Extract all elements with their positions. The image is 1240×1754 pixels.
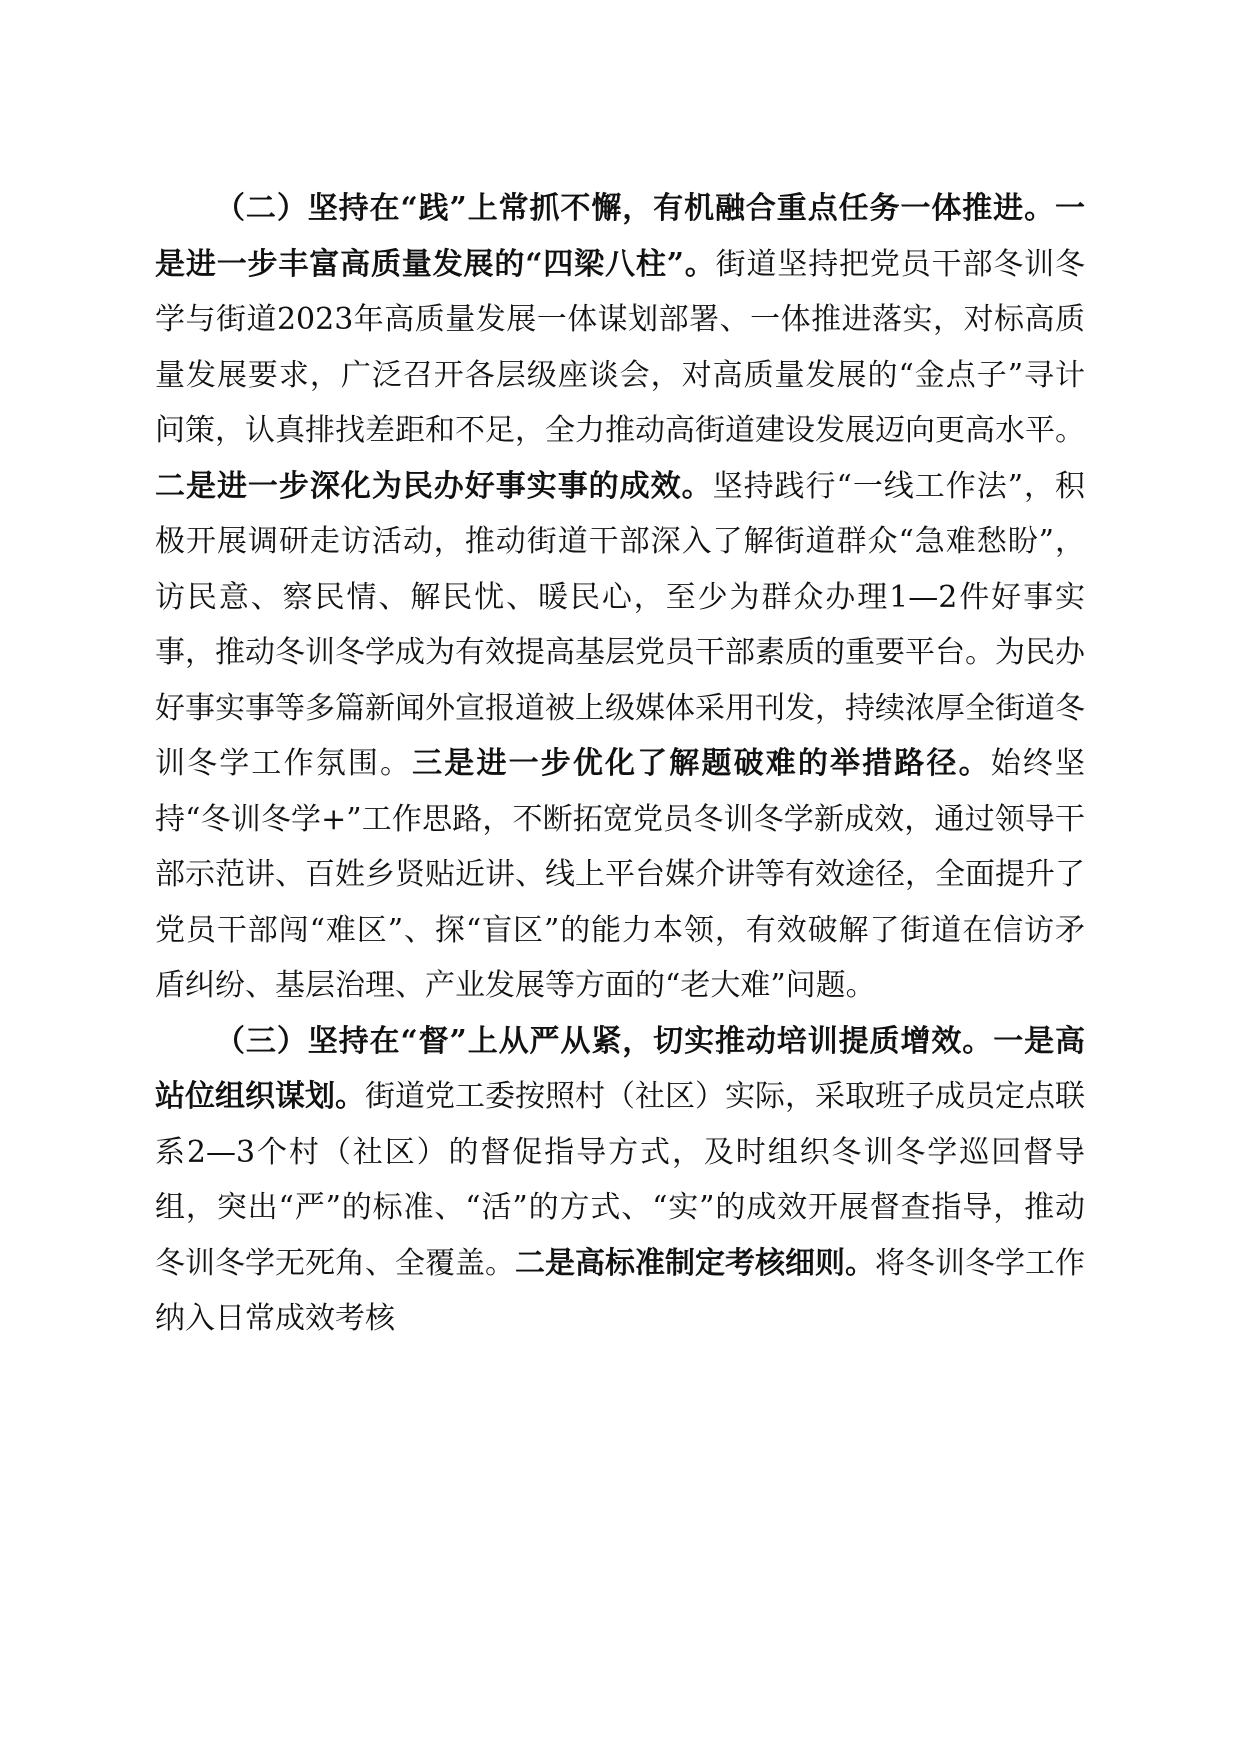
point-a-body: 街道党工委按照村（社区）实际，采取班子成员定点联系2—3个村（社区）的督促指导方式，及时组织冬训冬学巡回督导组，突出“严”的标准、“活”的方式、“实”的成效开展督查指导，推动冬训冬学无死角、全覆盖。 [155,1079,1085,1281]
point-b-heading: 二是高标准制定考核细则。 [515,1245,875,1281]
point-a-heading: 一是高站位组织谋划。 [155,1023,1086,1114]
point-2-heading: 二是进一步深化为民办好事实事的成效。 [155,468,713,504]
section-3-heading: （三）坚持在“督”上从严从紧，切实推动培训提质增效。 [215,1023,994,1059]
point-1-heading: 一是进一步丰富高质量发展的“四梁八柱”。 [155,191,1085,282]
paragraph-section-3 [155,1014,1085,1347]
point-3-heading: 三是进一步优化了解题破难的举措路径。 [412,746,991,781]
point-3-body: 始终坚持“冬训冬学+”工作思路，不断拓宽党员冬训冬学新成效，通过领导干部示范讲、百姓乡贤贴近讲、线上平台媒介讲等有效途径，全面提升了党员干部闯“难区”、探“盲区”的能力本领，有效破解了街道在信访矛盾纠纷、基层治理、产业发展等方面的“老大难”问题。 [155,746,1086,1003]
point-2-body: 坚持践行“一线工作法”，积极开展调研走访活动，推动街道干部深入了解街道群众“急难愁盼”，访民意、察民情、解民忧、暖民心，至少为群众办理1—2件好事实事，推动冬训冬学成为有效提高基层党员干部素质的重要平台。为民办好事实事等多篇新闻外宣报道被上级媒体采用刊发，持续浓厚全街道冬训冬学工作氛围。 [155,468,1085,781]
document-body [155,181,1085,1347]
point-b-body: 将冬训冬学工作纳入日常成效考核 [155,1245,1085,1336]
section-2-heading: （二）坚持在“践”上常抓不懈，有机融合重点任务一体推进。 [215,191,1055,226]
point-1-body: 街道坚持把党员干部冬训冬学与街道2023年高质量发展一体谋划部署、一体推进落实，对标高质量发展要求，广泛召开各层级座谈会，对高质量发展的“金点子”寻计问策，认真排找差距和不足，全力推动高街道建设发展迈向更高水平。 [155,246,1086,448]
paragraph-section-2 [155,181,1085,1014]
